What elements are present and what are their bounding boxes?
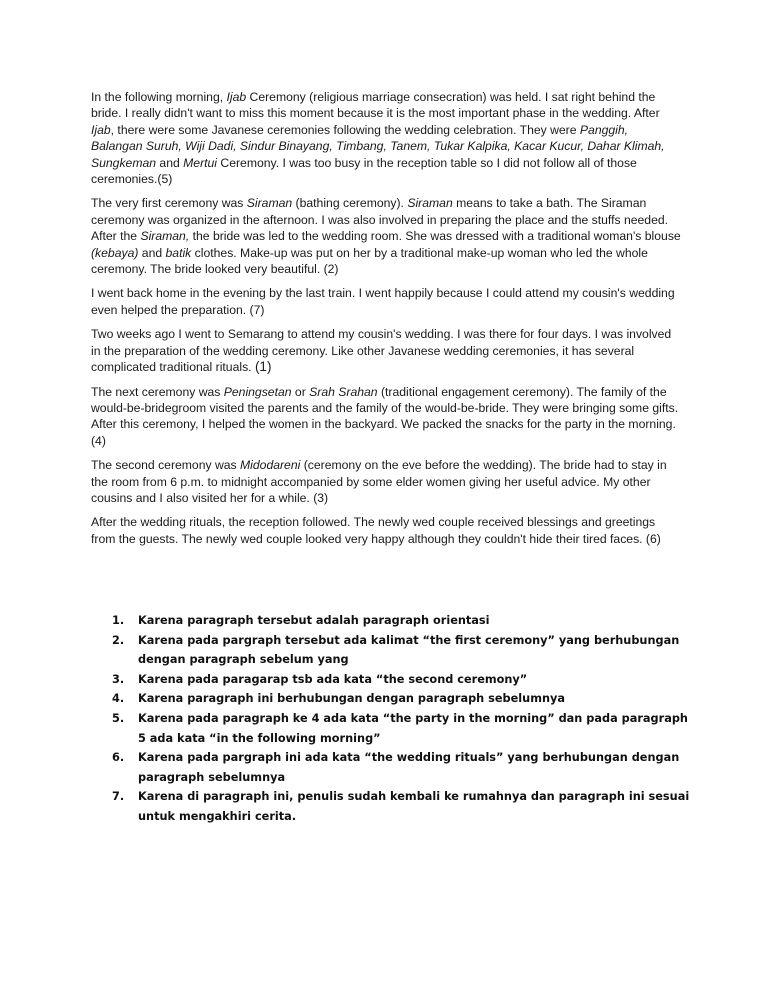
italic-term: Siraman, <box>140 229 190 244</box>
italic-term: Srah Srahan <box>309 384 378 399</box>
story-paragraph-p7 <box>91 285 681 318</box>
answer-number: 3. <box>112 672 125 686</box>
paragraph-text: (ceremony on the eve before the wedding). The bride had to stay in the room from 6 p.m. to midnight accompanied by some elder women giving her useful advice. My other cousins and I also visited her for a while. (3) <box>91 458 667 505</box>
paragraph-text: (bathing ceremony). <box>292 196 408 211</box>
answer-text: Karena pada pargraph tersebut ada kalimat “the first ceremony” yang berhubungan dengan paragraph sebelum yang <box>138 633 680 667</box>
italic-term: Ijab <box>91 122 111 137</box>
answer-item <box>112 670 692 690</box>
italic-term: (kebaya) <box>91 245 139 260</box>
answer-list <box>112 611 692 827</box>
paragraph-text: , there were some Javanese ceremonies following the wedding celebration. They were <box>110 122 580 137</box>
story-paragraph-p1 <box>91 326 681 375</box>
answer-item <box>112 631 692 670</box>
answer-number: 7. <box>112 790 125 804</box>
answer-number: 5. <box>112 711 125 725</box>
answer-item <box>112 709 692 748</box>
paragraph-text: The very first ceremony was <box>91 196 247 211</box>
paragraph-text: Ceremony (religious marriage consecration) was held. I sat right behind the bride. I really didn't want to miss this moment because it is the most important phase in the wedding. After <box>91 90 660 121</box>
paragraph-text: and <box>138 245 166 260</box>
paragraph-text: or <box>291 384 310 399</box>
answer-text: Karena pada pargraph ini ada kata “the wedding rituals” yang berhubungan dengan paragraph sebelumnya <box>138 751 680 784</box>
paragraph-text: Ceremony. I was too busy in the reception table so I did not follow all of those ceremonies.(5) <box>91 155 637 187</box>
italic-term: Peningsetan <box>223 384 292 399</box>
italic-term: Panggih, Balangan Suruh, Wiji Dadi, Sindur Binayang, Timbang, Tanem, Tukar Kalpika, Kacar Kucur, Dahar Klimah, Sungkeman <box>91 122 665 170</box>
answer-item <box>112 611 692 631</box>
answer-number: 4. <box>112 692 125 706</box>
italic-term: Siraman <box>246 196 293 211</box>
paragraph-text: (1) <box>254 359 272 375</box>
answer-number: 2. <box>112 633 125 647</box>
answer-item <box>112 689 692 709</box>
italic-term: Mertui <box>183 155 218 170</box>
story-paragraphs <box>91 89 681 555</box>
paragraph-text: After the wedding rituals, the reception followed. The newly wed couple received blessings and greetings from the guests. The newly wed couple looked very happy although they couldn't hide their tired faces. (6) <box>91 515 661 546</box>
paragraph-text: The next ceremony was <box>91 384 224 399</box>
story-paragraph-p2 <box>91 195 681 277</box>
answer-text: Karena pada paragarap tsb ada kata “the second ceremony” <box>138 672 528 686</box>
paragraph-text: In the following morning, <box>91 90 227 104</box>
italic-term: batik <box>165 245 192 260</box>
italic-term: Midodareni <box>240 458 301 473</box>
answer-text: Karena paragraph tersebut adalah paragraph orientasi <box>138 614 490 627</box>
story-paragraph-p4 <box>91 384 681 450</box>
story-paragraph-p3 <box>91 457 681 506</box>
answer-item <box>112 787 692 826</box>
answer-item <box>112 748 692 787</box>
paragraph-text: (traditional engagement ceremony). The family of the would-be-bridegroom visited the parents and the family of the would-be-bride. They were bringing some gifts. After this ceremony, I helped the women in the backyard. We packed the snacks for the party in the morning. (4) <box>91 384 679 448</box>
answer-number: 6. <box>112 751 125 765</box>
answer-text: Karena pada paragraph ke 4 ada kata “the party in the morning” dan pada paragraph 5 ada kata “in the following morning” <box>138 711 688 745</box>
story-paragraph-p6 <box>91 514 681 547</box>
italic-term: Ijab <box>226 90 247 104</box>
paragraph-text: I went back home in the evening by the last train. I went happily because I could attend my cousin's wedding even helped the preparation. (7) <box>91 286 675 317</box>
story-paragraph-p5 <box>91 89 681 187</box>
answer-text: Karena di paragraph ini, penulis sudah kembali ke rumahnya dan paragraph ini sesuai untuk mengakhiri cerita. <box>138 790 690 823</box>
answer-text: Karena paragraph ini berhubungan dengan paragraph sebelumnya <box>138 692 566 706</box>
answer-number: 1. <box>112 614 125 627</box>
italic-term: Siraman <box>407 196 453 211</box>
paragraph-text: The second ceremony was <box>91 458 241 473</box>
paragraph-text: and <box>156 155 184 170</box>
paragraph-text: means to take a bath. The Siraman ceremony was organized in the afternoon. I was also involved in preparing the place and the stuffs needed. After the <box>91 196 669 244</box>
paragraph-text: clothes. Make-up was put on her by a traditional make-up woman who led the whole ceremony. The bride looked very beautiful. (2) <box>91 245 648 277</box>
paragraph-text: Two weeks ago I went to Semarang to attend my cousin's wedding. I was there for four days. I was involved in the preparation of the wedding ceremony. Like other Javanese wedding ceremonies, it has several complicated traditional rituals. <box>91 327 672 375</box>
paragraph-text: the bride was led to the wedding room. She was dressed with a traditional woman's blouse <box>189 229 681 244</box>
